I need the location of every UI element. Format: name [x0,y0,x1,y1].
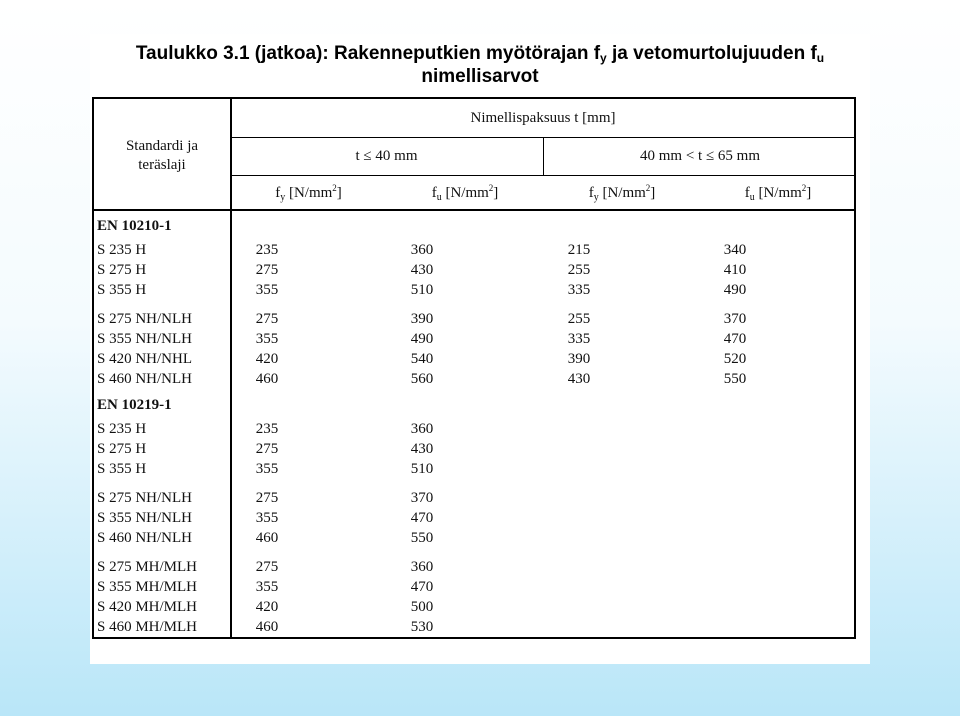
value-fy1: 355 [255,461,279,477]
title-text-b: ja vetomurtolujuuden f [606,43,817,64]
steel-grade: S 235 H [97,242,147,258]
value-fy1: 275 [255,311,279,327]
fu-sup: 2 [801,183,807,193]
steel-grade: S 275 H [97,441,147,457]
steel-grade: S 355 NH/NLH [97,331,193,347]
value-fu1: 490 [410,331,434,347]
fu-sup: 2 [488,183,494,193]
value-fu1: 360 [410,242,434,258]
value-fy1: 355 [255,579,279,595]
value-fy1: 460 [255,530,279,546]
fu-symbol: f [744,185,750,201]
value-fu2: 470 [723,331,747,347]
header-line-2 [230,175,856,176]
value-fy1: 275 [255,441,279,457]
fy-sub: y [280,192,286,203]
value-fy1: 275 [255,559,279,575]
value-fu1: 540 [410,351,434,367]
steel-grade: S 460 NH/NLH [97,371,193,387]
value-fy1: 275 [255,490,279,506]
header-fu-1 [387,184,543,202]
slide-title [90,42,870,88]
steel-grade: S 275 MH/MLH [97,559,198,575]
value-fu1: 470 [410,510,434,526]
steel-grade: S 420 MH/MLH [97,599,198,615]
steel-grade: S 275 NH/NLH [97,311,193,327]
value-fu1: 370 [410,490,434,506]
fu-sub: u [749,192,755,203]
value-fy1: 460 [255,619,279,635]
steel-grade: S 235 H [97,421,147,437]
title-sub-y: y [600,51,607,65]
steel-grade: S 355 NH/NLH [97,510,193,526]
value-fu1: 550 [410,530,434,546]
fy-symbol: f [275,185,281,201]
fu-unit: [N/mm [754,185,802,201]
value-fy1: 420 [255,351,279,367]
header-bottom-line [94,209,856,211]
fy-symbol: f [588,185,594,201]
title-line-2: nimellisarvot [421,66,539,87]
steel-grade: S 355 MH/MLH [97,579,198,595]
title-sub-u: u [816,51,825,65]
fu-unit-end: ] [806,185,812,201]
value-fy1: 275 [255,262,279,278]
value-fu1: 430 [410,262,434,278]
value-fy1: 460 [255,371,279,387]
header-fu-2 [700,184,856,202]
fy-sup: 2 [332,183,337,193]
value-fy1: 420 [255,599,279,615]
fu-sub: u [436,192,442,203]
fy-sub: y [593,192,599,203]
steel-grade: S 460 NH/NLH [97,530,193,546]
value-fy1: 355 [255,331,279,347]
steel-grade: S 460 MH/MLH [97,619,198,635]
header-standard [94,137,230,175]
value-fy1: 235 [255,242,279,258]
value-fu1: 510 [410,461,434,477]
header-thickness-title: Nimellispaksuus t [mm] [470,110,616,126]
value-fu2: 550 [723,371,747,387]
header-range-1: t ≤ 40 mm [355,148,418,164]
value-fy2: 390 [567,351,591,367]
value-fy2: 255 [567,311,591,327]
steel-grade: S 275 H [97,262,147,278]
value-fy1: 355 [255,282,279,298]
steel-grade: S 355 H [97,282,147,298]
header-standard-line-2: teräslaji [138,157,186,173]
value-fu1: 530 [410,619,434,635]
title-text-a: Taulukko 3.1 (jatkoa): Rakenneputkien myötörajan f [135,43,601,64]
steel-grade: S 420 NH/NHL [97,351,193,367]
fy-unit-end: ] [650,185,656,201]
header-standard-line-1: Standardi ja [125,138,199,154]
strength-table [92,97,856,639]
value-fu1: 500 [410,599,434,615]
header-fy-2 [544,184,700,202]
group-heading: EN 10210-1 [97,218,172,234]
vertical-divider [230,99,232,639]
fu-symbol: f [431,185,437,201]
header-range-2: 40 mm < t ≤ 65 mm [639,148,761,164]
fu-unit-end: ] [493,185,499,201]
fu-unit: [N/mm [441,185,489,201]
fy-unit: [N/mm [285,185,333,201]
value-fy1: 355 [255,510,279,526]
value-fu1: 470 [410,579,434,595]
value-fu1: 360 [410,559,434,575]
value-fy2: 335 [567,282,591,298]
value-fu2: 340 [723,242,747,258]
header-fy-1 [230,184,387,202]
steel-grade: S 355 H [97,461,147,477]
steel-grade: S 275 NH/NLH [97,490,193,506]
value-fy2: 215 [567,242,591,258]
fy-sup: 2 [645,183,651,193]
value-fy2: 335 [567,331,591,347]
value-fu2: 520 [723,351,747,367]
value-fu2: 370 [723,311,747,327]
group-heading: EN 10219-1 [97,397,172,413]
value-fu1: 360 [410,421,434,437]
fy-unit: [N/mm [598,185,646,201]
fy-unit-end: ] [336,185,342,201]
value-fy1: 235 [255,421,279,437]
value-fu1: 560 [410,371,434,387]
value-fy2: 255 [567,262,591,278]
title-line-1 [90,42,870,65]
value-fu1: 390 [410,311,434,327]
value-fy2: 430 [567,371,591,387]
value-fu2: 490 [723,282,747,298]
value-fu1: 430 [410,441,434,457]
value-fu1: 510 [410,282,434,298]
value-fu2: 410 [723,262,747,278]
